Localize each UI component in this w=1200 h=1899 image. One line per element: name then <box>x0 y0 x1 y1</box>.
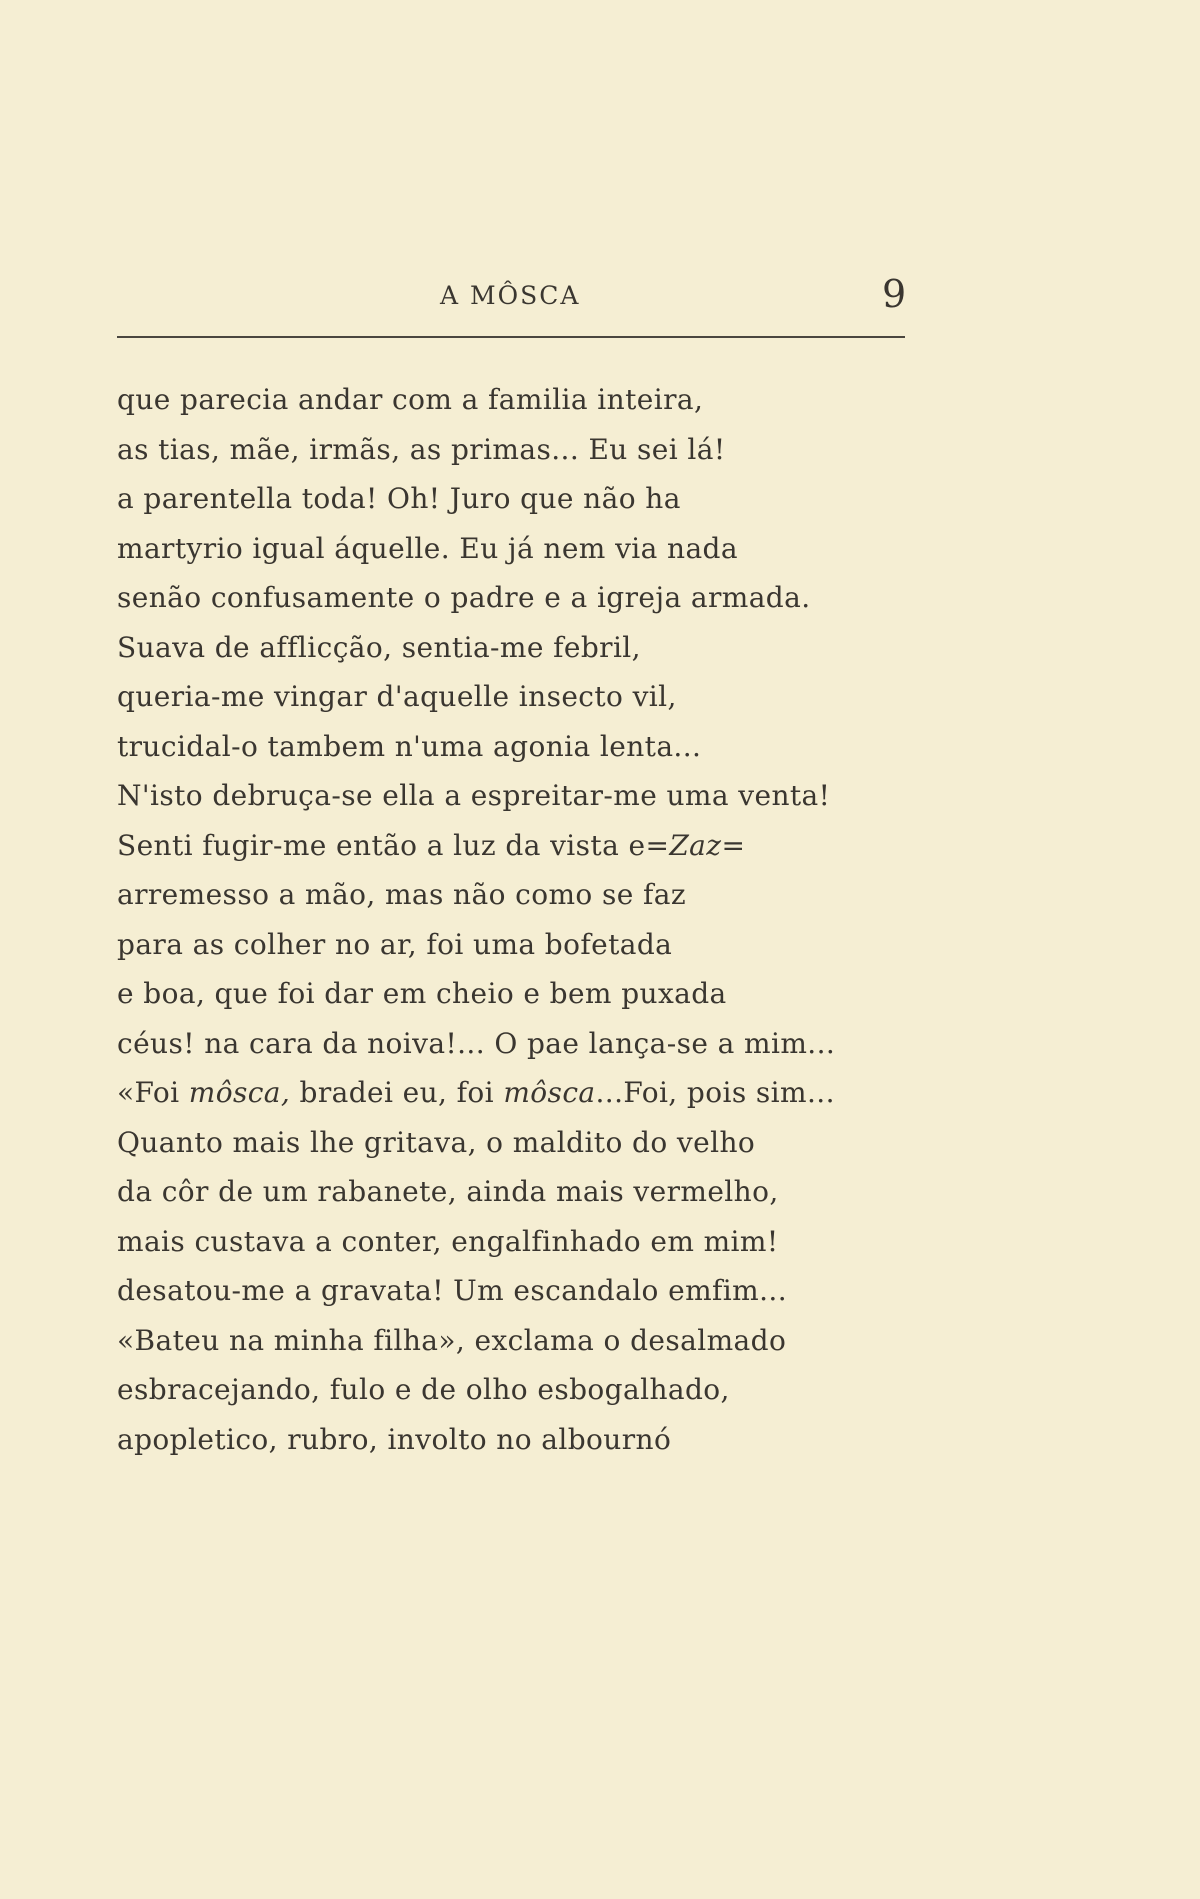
verse-line <box>117 821 997 871</box>
verse-segment: = <box>721 828 746 862</box>
verse-line: Quanto mais lhe gritava, o maldito do velho <box>117 1125 756 1159</box>
verse-line: que parecia andar com a familia inteira, <box>117 383 704 416</box>
verse-segment: bradei eu, foi <box>290 1076 504 1109</box>
verse-line: as tias, mãe, irmãs, as primas... Eu sei lá! <box>117 432 726 466</box>
verse-segment: «Foi <box>117 1076 189 1109</box>
verse-emphasis: môsca <box>503 1076 596 1109</box>
verse-line: trucidal-o tambem n'uma agonia lenta... <box>117 729 702 763</box>
verse-line: esbracejando, fulo e de olho esbogalhado, <box>117 1373 730 1406</box>
verse-line: desatou-me a gravata! Um escandalo emfim... <box>117 1274 788 1307</box>
verse-emphasis: môsca, <box>188 1076 291 1109</box>
verse-segment: ...Foi, pois sim... <box>595 1076 835 1109</box>
verse-emphasis: Zaz <box>669 828 722 862</box>
verse-line: mais custava a conter, engalfinhado em mim! <box>117 1224 779 1258</box>
verse-line: martyrio igual áquelle. Eu já nem via nada <box>117 531 738 565</box>
verse-line: arremesso a mão, mas não como se faz <box>117 878 687 911</box>
verse-line: céus! na cara da noiva!... O pae lança-se a mim... <box>117 1026 836 1060</box>
verse-line: Suava de afflicção, sentia-me febril, <box>117 630 641 664</box>
verse-line: queria-me vingar d'aquelle insecto vil, <box>117 680 677 713</box>
verse-line: senão confusamente o padre e a igreja armada. <box>117 581 811 614</box>
verse-segment: Senti fugir-me então a luz da vista e= <box>117 828 670 862</box>
verse-line: para as colher no ar, foi uma bofetada <box>117 927 673 961</box>
header-rule <box>117 336 905 338</box>
running-title: A MÔSCA <box>440 281 581 310</box>
verse-line: N'isto debruça-se ella a espreitar-me uma venta! <box>117 779 831 812</box>
verse-line: apopletico, rubro, involto no albournó <box>117 1422 672 1456</box>
verse-line: a parentella toda! Oh! Juro que não ha <box>117 482 681 515</box>
verse-line: e boa, que foi dar em cheio e bem puxada <box>117 977 727 1010</box>
verse-line: da côr de um rabanete, ainda mais vermelho, <box>117 1175 779 1208</box>
page-number: 9 <box>882 272 907 316</box>
poem-text <box>117 375 997 1464</box>
verse-line: «Bateu na minha filha», exclama o desalmado <box>117 1323 787 1357</box>
verse-line <box>117 1068 997 1118</box>
